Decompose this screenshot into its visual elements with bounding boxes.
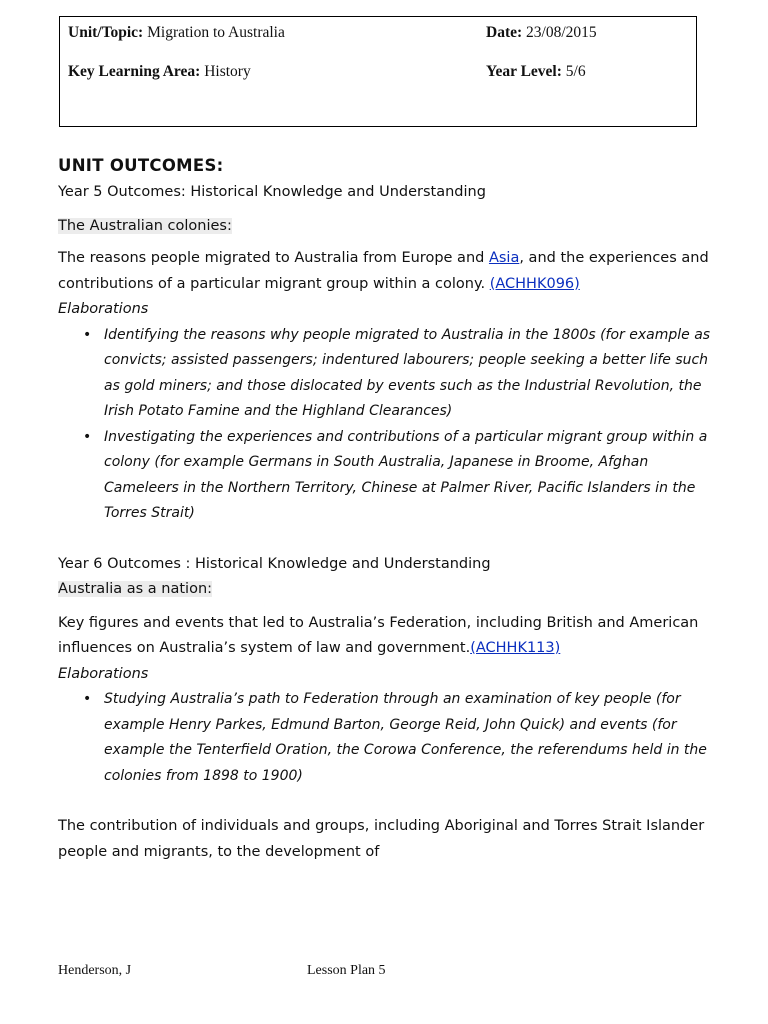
year-level-field — [486, 63, 586, 81]
year5-outcomes-heading: Year 5 Outcomes: Historical Knowledge and Understanding — [58, 184, 486, 200]
key-learning-area-value: History — [204, 63, 251, 80]
year5-subheading: The Australian colonies: — [58, 217, 232, 234]
footer-lesson-plan: Lesson Plan 5 — [307, 963, 386, 978]
year-level-value: 5/6 — [565, 63, 586, 80]
year6-elaborations-label: Elaborations — [58, 665, 149, 682]
date-value: 23/08/2015 — [526, 24, 597, 41]
asia-link[interactable]: Asia — [488, 250, 520, 266]
date-label: Date: — [486, 24, 523, 41]
unit-outcomes-heading: UNIT OUTCOMES: — [58, 156, 224, 175]
unit-topic-value: Migration to Australia — [147, 24, 285, 41]
list-item: • Studying Australia’s path to Federation through an examination of key people (for example Henry Parkes, Edmund Barton, George Reid, John Quick) and events (for example the Tenterfield Oration, the Corowa Conference, the referendums held in the colonies from 1898 to 1900) — [58, 687, 713, 789]
key-learning-area-field — [68, 63, 251, 81]
year6-outcomes-heading: Year 6 Outcomes : Historical Knowledge and Understanding — [58, 555, 491, 572]
year5-elaborations-list — [58, 323, 713, 527]
year6-contribution-text: The contribution of individuals and groups, including Aboriginal and Torres Strait Islander people and migrants, to the development of — [58, 818, 705, 860]
achhk096-link[interactable]: (ACHHK096) — [489, 275, 580, 292]
year5-elaborations-label: Elaborations — [58, 301, 149, 317]
year5-description: The reasons people migrated to Australia from Europe and Asia, and the experiences and contributions of a particular migrant group within a colony. (ACHHK096) — [58, 250, 709, 292]
unit-topic-label: Unit/Topic: — [68, 24, 144, 41]
list-item: • Identifying the reasons why people migrated to Australia in the 1800s (for example as convicts; assisted passengers; indentured labourers; people seeking a better life such as gold miners; and those dislocated by events such as the Industrial Revolution, the Irish Potato Famine and the Highland Clearances) — [58, 323, 713, 425]
footer-author: Henderson, J — [58, 963, 132, 978]
year6-elaborations-list — [58, 687, 713, 789]
year6-description: Key figures and events that led to Australia’s Federation, including British and American influences on Australia’s system of law and government.(ACHHK113) — [58, 614, 699, 656]
unit-topic-field — [68, 24, 285, 42]
year-level-label: Year Level: — [486, 63, 562, 80]
achhk113-link[interactable]: (ACHHK113) — [470, 640, 561, 656]
date-field — [486, 24, 597, 42]
key-learning-area-label: Key Learning Area: — [68, 63, 201, 80]
year6-subheading: Australia as a nation: — [58, 581, 213, 597]
document-body — [58, 152, 713, 865]
list-item: • Investigating the experiences and contributions of a particular migrant group within a colony (for example Germans in South Australia, Japanese in Broome, Afghan Cameleers in the Northern Territory, Chinese at Palmer River, Pacific Islanders in the Torres Strait) — [58, 425, 713, 527]
lesson-header-box — [59, 16, 697, 127]
